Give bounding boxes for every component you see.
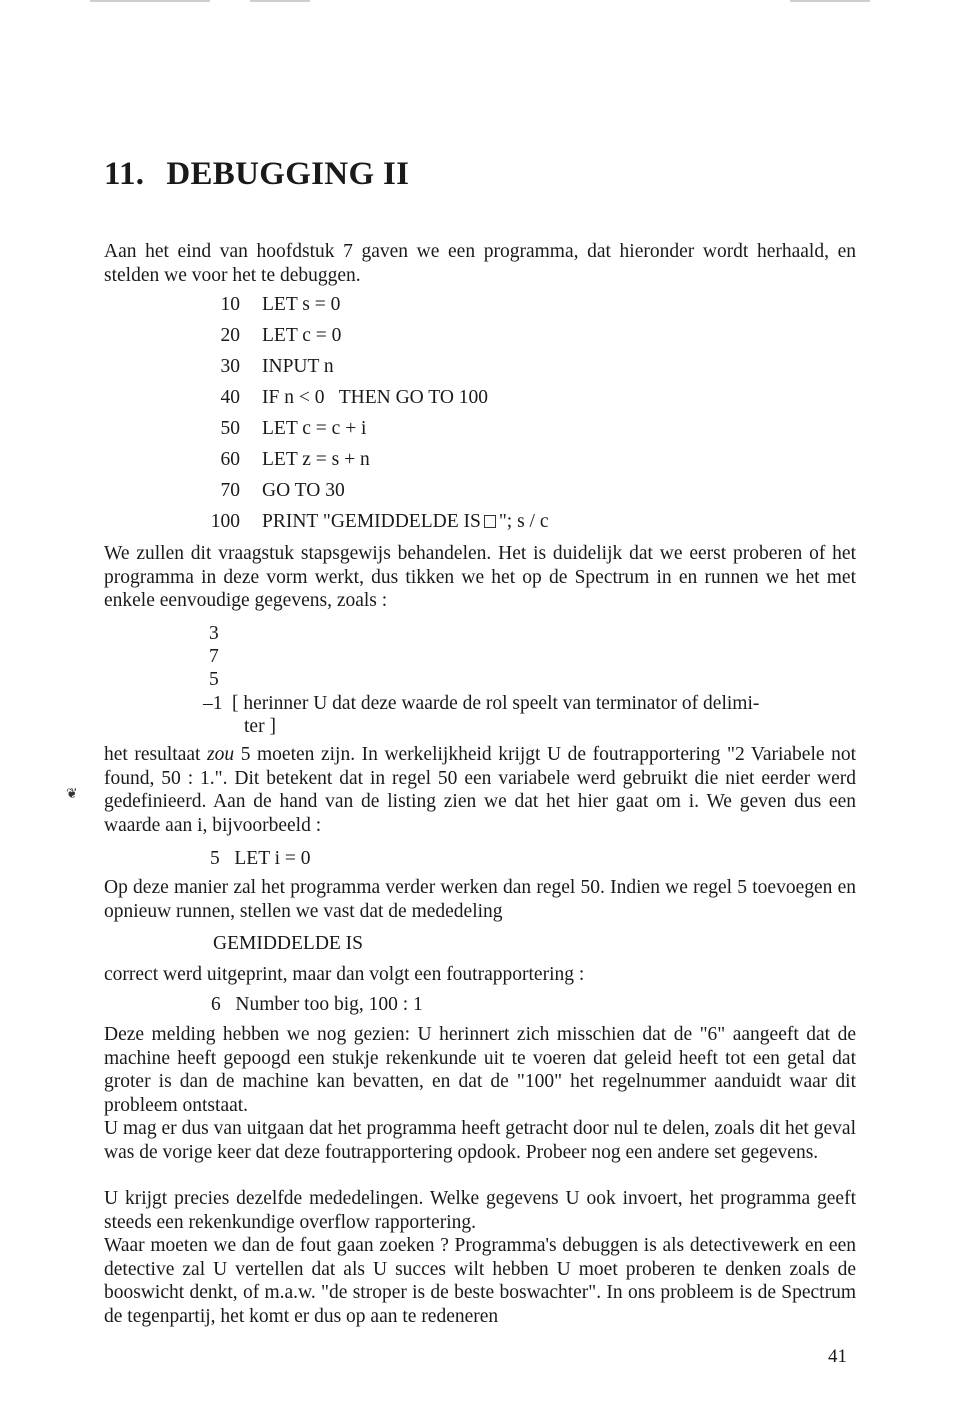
- program-line-number: 70: [220, 480, 240, 501]
- result-text-start: het resultaat: [104, 744, 201, 765]
- step-paragraph: We zullen dit vraagstuk stapsgewijs behandelen. Het is duidelijk dat we eerst proberen of het programma in deze vorm werkt, dus tikken we het op de Spectrum in en runnen we het met enkele eenvoudige gegevens, zoals :: [104, 543, 856, 611]
- result-text-end: 5 moeten zijn. In werkelijkheid krijgt U de foutrapportering "2 Variabele not found, 50 : 1.". Dit betekent dat in regel 50 een variabele werd gebruikt die niet eerder werd gedefinieerd. Aan de hand van de listing zien we dat het hier gaat om i. We geven dus een waarde aan i, bijvoorbeeld :: [104, 744, 857, 836]
- scan-mark-icon: ❦: [66, 787, 78, 802]
- program-line-number: 20: [220, 325, 240, 346]
- detective-paragraph: Waar moeten we dan de fout gaan zoeken ? Programma's debuggen is als detectivewerk en een detective zal U vertellen dat als U succes wilt hebben U moet proberen te denken zoals de booswicht denkt, of m.a.w. "de stroper is de beste boswachter". In ons probleem is de Spectrum de tegenpartij, het komt er dus op aan te redeneren: [104, 1235, 856, 1327]
- scan-top-edge: [90, 0, 870, 2]
- overflow-paragraph: U krijgt precies dezelfde mededelingen. Welke gegevens U ook invoert, het programma geeft steeds een rekenkundige overflow rapportering.: [104, 1188, 856, 1233]
- program-statement: LET c = 0: [262, 325, 342, 346]
- explanation-paragraph: Deze melding hebben we nog gezien: U herinnert zich misschien dat de "6" aangeeft dat de machine heeft gepoogd een stukje rekenkunde uit te voeren dat geleid heeft tot een getal dat groter is dan de machine kan bevatten, en dat de "100" het regelnummer aanduidt waar dit probleem ontstaat.: [104, 1024, 856, 1116]
- error-intro-paragraph: correct werd uitgeprint, maar dan volgt een foutrapportering :: [104, 964, 585, 985]
- fix-line: 5 LET i = 0: [210, 848, 311, 869]
- program-statement: [262, 511, 549, 533]
- program-line-number: 60: [220, 449, 240, 470]
- emphasis-word: zou: [207, 744, 235, 765]
- input-value: 3: [209, 623, 219, 644]
- print-statement-end: "; s / c: [498, 511, 549, 532]
- program-line-number: 30: [220, 356, 240, 377]
- input-value: 5: [209, 669, 219, 690]
- terminator-note-end: ter ]: [244, 716, 276, 737]
- input-terminator: –1: [203, 693, 223, 714]
- chapter-number: 11.: [104, 156, 145, 192]
- chapter-heading: [104, 156, 409, 193]
- intro-paragraph: Aan het eind van hoofdstuk 7 gaven we een programma, dat hieronder wordt herhaald, en stelden we voor het te debuggen.: [104, 241, 856, 286]
- print-statement-start: PRINT "GEMIDDELDE IS: [262, 511, 481, 532]
- continue-paragraph: Op deze manier zal het programma verder werken dan regel 50. Indien we regel 5 toevoegen en opnieuw runnen, stellen we vast dat de mededeling: [104, 877, 856, 922]
- program-statement: LET z = s + n: [262, 449, 370, 470]
- program-statement: LET c = c + i: [262, 418, 367, 439]
- input-value: 7: [209, 646, 219, 667]
- program-statement: LET s = 0: [262, 294, 341, 315]
- program-line-number: 10: [220, 294, 240, 315]
- space-symbol-icon: [484, 515, 496, 528]
- terminator-note: [ herinner U dat deze waarde de rol speelt van terminator of delimi-: [232, 693, 760, 714]
- program-line-number: 50: [220, 418, 240, 439]
- division-paragraph: U mag er dus van uitgaan dat het programma heeft getracht door nul te delen, zoals dit het geval was de vorige keer dat deze foutrapportering opdook. Probeer nog een andere set gegevens.: [104, 1118, 856, 1163]
- program-message: GEMIDDELDE IS: [213, 933, 364, 954]
- error-report-line: 6 Number too big, 100 : 1: [211, 994, 423, 1015]
- program-statement: GO TO 30: [262, 480, 345, 501]
- program-line-number: 40: [220, 387, 240, 408]
- result-paragraph: [104, 743, 856, 837]
- program-line-number: 100: [210, 511, 240, 532]
- chapter-title: DEBUGGING II: [166, 156, 410, 192]
- page-number: 41: [828, 1346, 847, 1367]
- program-statement: INPUT n: [262, 356, 334, 377]
- program-statement: IF n < 0 THEN GO TO 100: [262, 387, 489, 408]
